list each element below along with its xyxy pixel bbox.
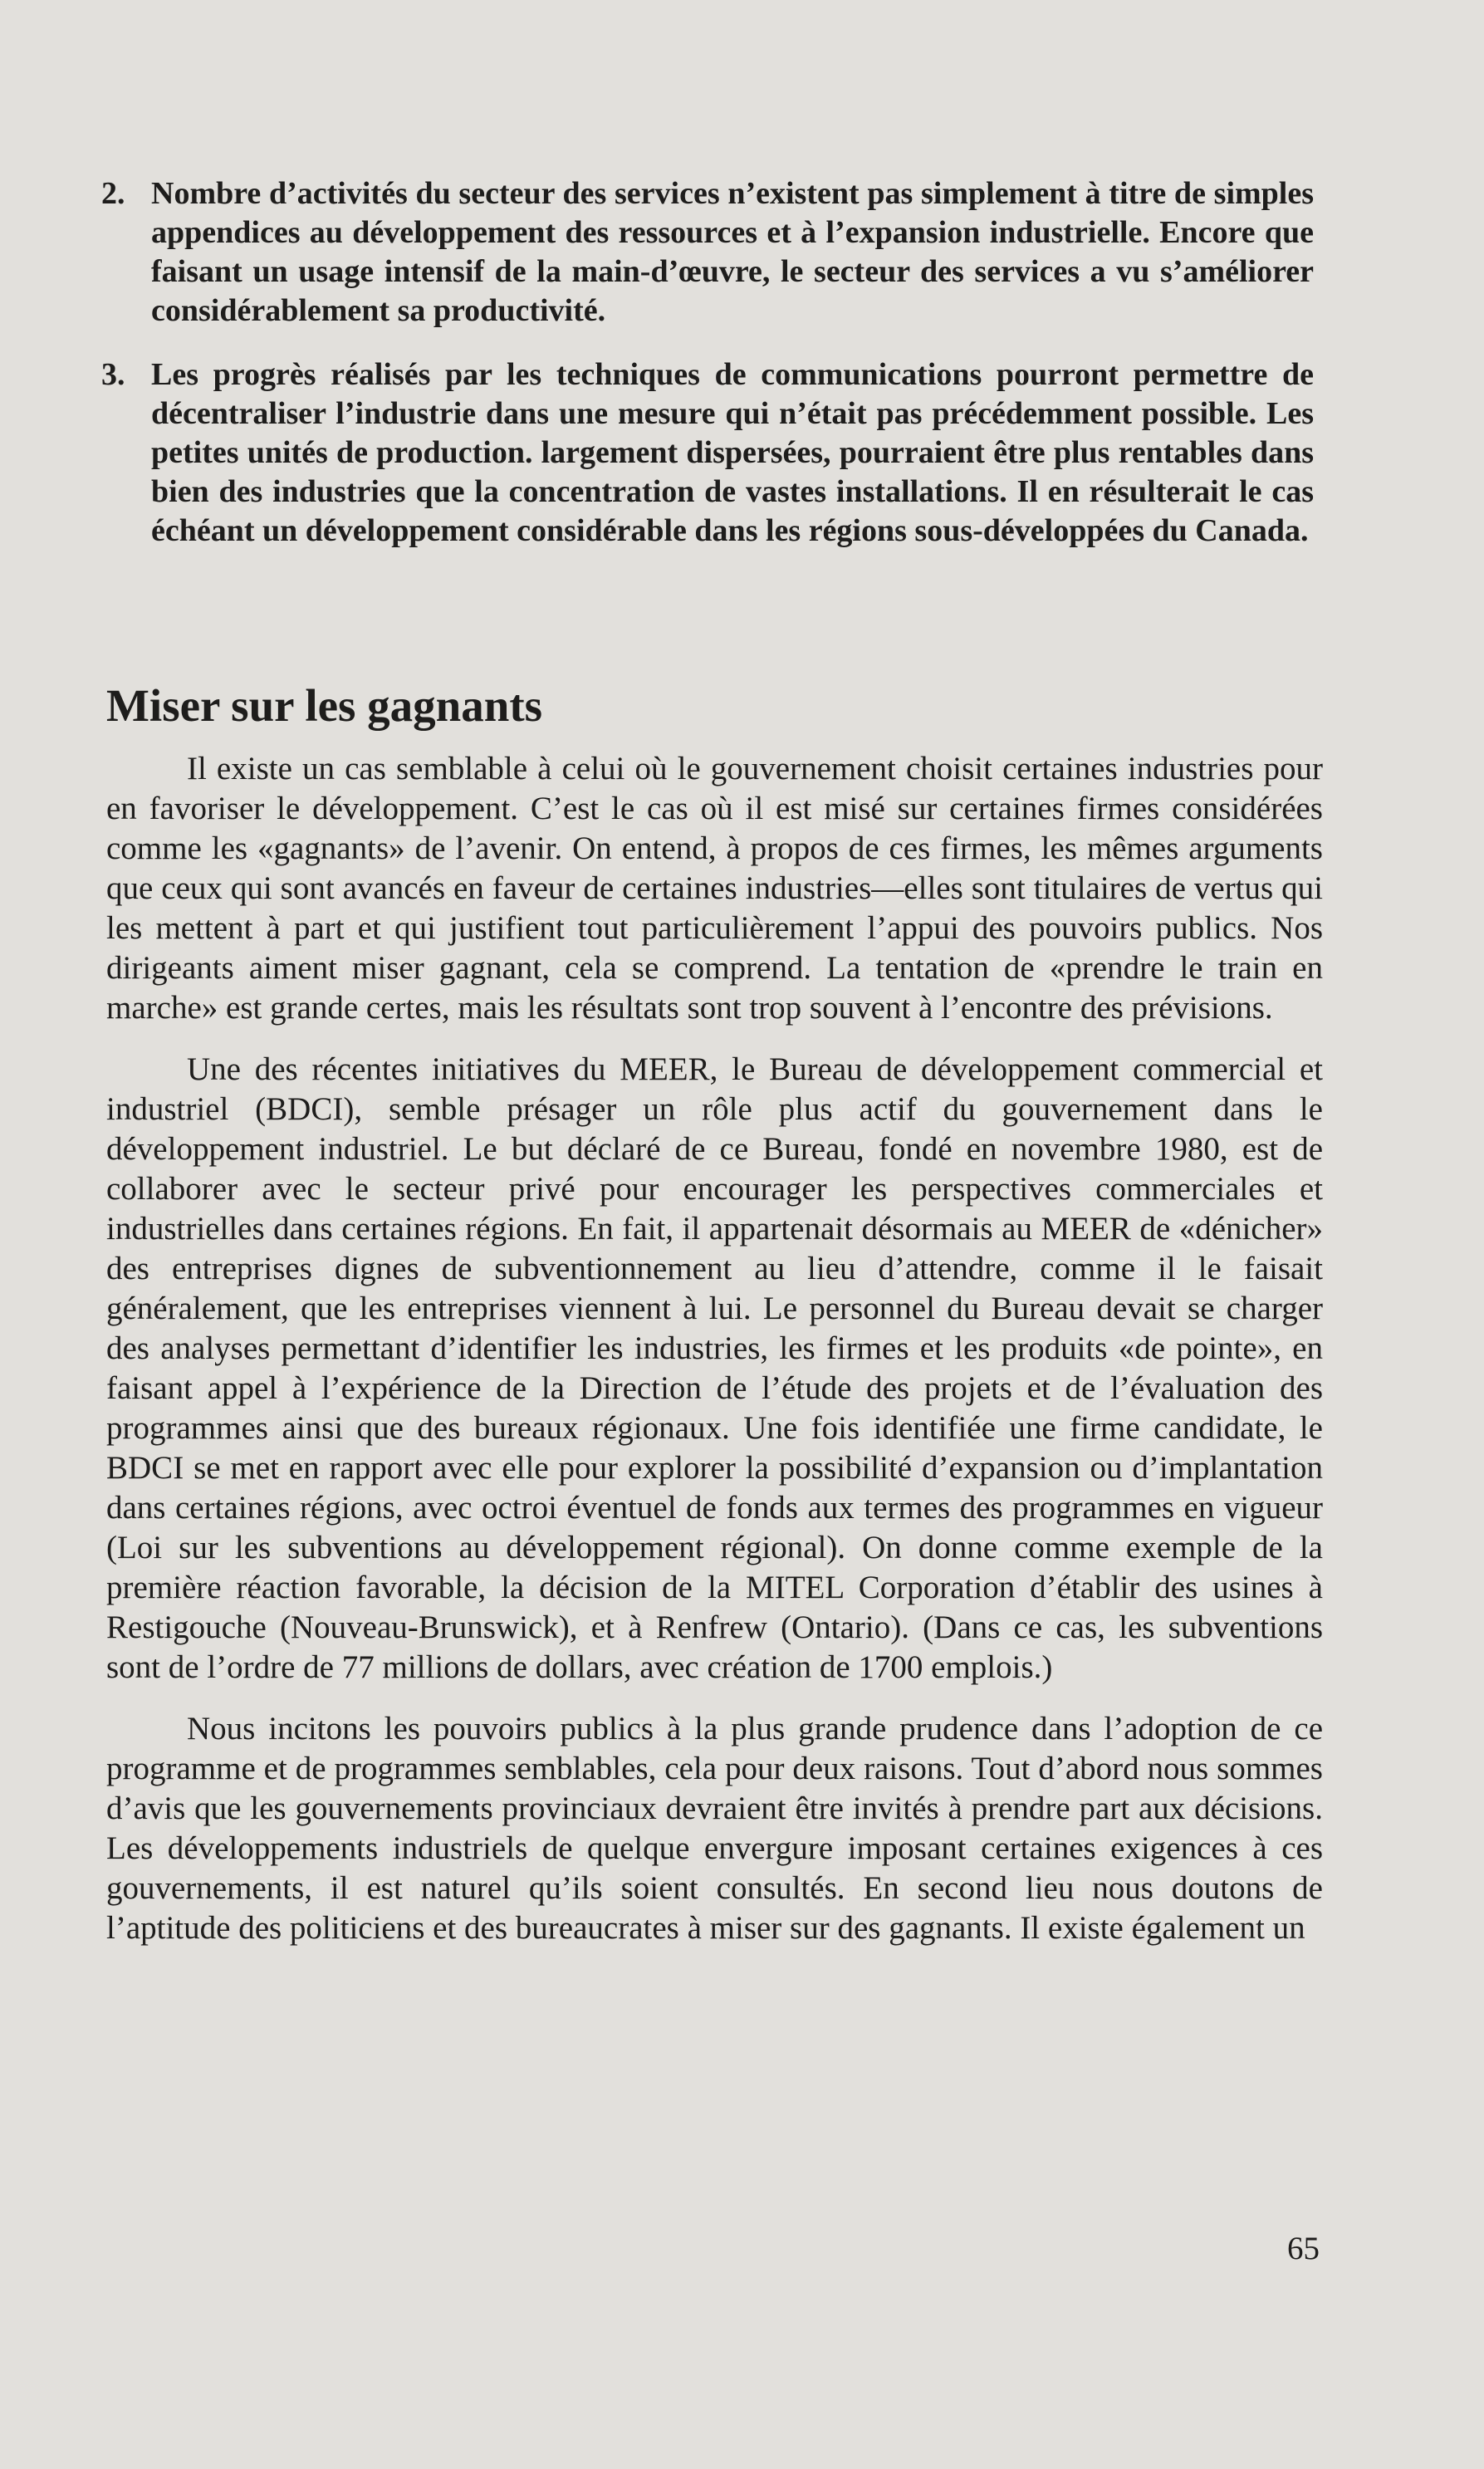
paragraph: Nous incitons les pouvoirs publics à la plus grande prudence dans l’adoption de ce programme et de programmes semblables, cela pour deux raisons. Tout d’abord nous sommes d’avis que les gouvernements provinciaux devraient être invités à prendre part aux décisions. Les développements industriels de quelque envergure imposant certaines exigences à ces gouvernements, il est naturel qu’ils soient consultés. En second lieu nous doutons de l’aptitude des politiciens et des bureaucrates à miser sur des gagnants. Il existe également un xyxy=(106,1711,1323,1946)
paragraph: Il existe un cas semblable à celui où le gouvernement choisit certaines industries pour en favoriser le développement. C’est le cas où il est misé sur certaines firmes considérées comme les «gagnants» de l’avenir. On entend, à propos de ces firmes, les mêmes arguments que ceux qui sont avancés en faveur de certaines industries—elles sont titulaires de vertus qui les mettent à part et qui justifient tout particulièrement l’appui des pouvoirs publics. Nos dirigeants aiment miser gagnant, cela se comprend. La tentation de «prendre le train en marche» est grande certes, mais les résultats sont trop souvent à l’encontre des prévisions. xyxy=(106,751,1323,1026)
section-heading: Miser sur les gagnants xyxy=(106,680,543,731)
list-item xyxy=(101,355,1314,551)
numbered-list xyxy=(101,174,1314,576)
list-item-number: 2. xyxy=(101,176,125,211)
list-item-text: Les progrès réalisés par les techniques de communications pourront permettre de décentraliser l’industrie dans une mesure qui n’était pas précédemment possible. Les petites unités de production. largement dispersées, pourraient être plus rentables dans bien des industries que la concentration de vastes installations. Il en résulterait le cas échéant un développement considérable dans les régions sous-développées du Canada. xyxy=(151,357,1314,548)
list-item-number: 3. xyxy=(101,357,125,392)
page-number: 65 xyxy=(1287,2231,1320,2266)
section-body xyxy=(106,749,1323,1970)
list-item-text: Nombre d’activités du secteur des services n’existent pas simplement à titre de simples appendices au développement des ressources et à l’expansion industrielle. Encore que faisant un usage intensif de la main-d’œuvre, le secteur des services a vu s’améliorer considérablement sa productivité. xyxy=(151,176,1314,328)
list-item xyxy=(101,174,1314,331)
paragraph: Une des récentes initiatives du MEER, le Bureau de développement commercial et industriel (BDCI), semble présager un rôle plus actif du gouvernement dans le développement industriel. Le but déclaré de ce Bureau, fondé en novembre 1980, est de collaborer avec le secteur privé pour encourager les perspectives commerciales et industrielles dans certaines régions. En fait, il appartenait désormais au MEER de «dénicher» des entreprises dignes de subventionnement au lieu d’attendre, comme il le faisait généralement, que les entreprises viennent à lui. Le personnel du Bureau devait se charger des analyses permettant d’identifier les industries, les firmes et les produits «de pointe», en faisant appel à l’expérience de la Direction de l’étude des projets et de l’évaluation des programmes ainsi que des bureaux régionaux. Une fois identifiée une firme candidate, le BDCI se met en rapport avec elle pour explorer la possibilité d’expansion ou d’implantation dans certaines régions, avec octroi éventuel de fonds aux termes des programmes en vigueur (Loi sur les subventions au développement régional). On donne comme exemple de la première réaction favorable, la décision de la MITEL Corporation d’établir des usines à Restigouche (Nouveau-Brunswick), et à Renfrew (Ontario). (Dans ce cas, les subventions sont de l’ordre de 77 millions de dollars, avec création de 1700 emplois.) xyxy=(106,1051,1323,1685)
